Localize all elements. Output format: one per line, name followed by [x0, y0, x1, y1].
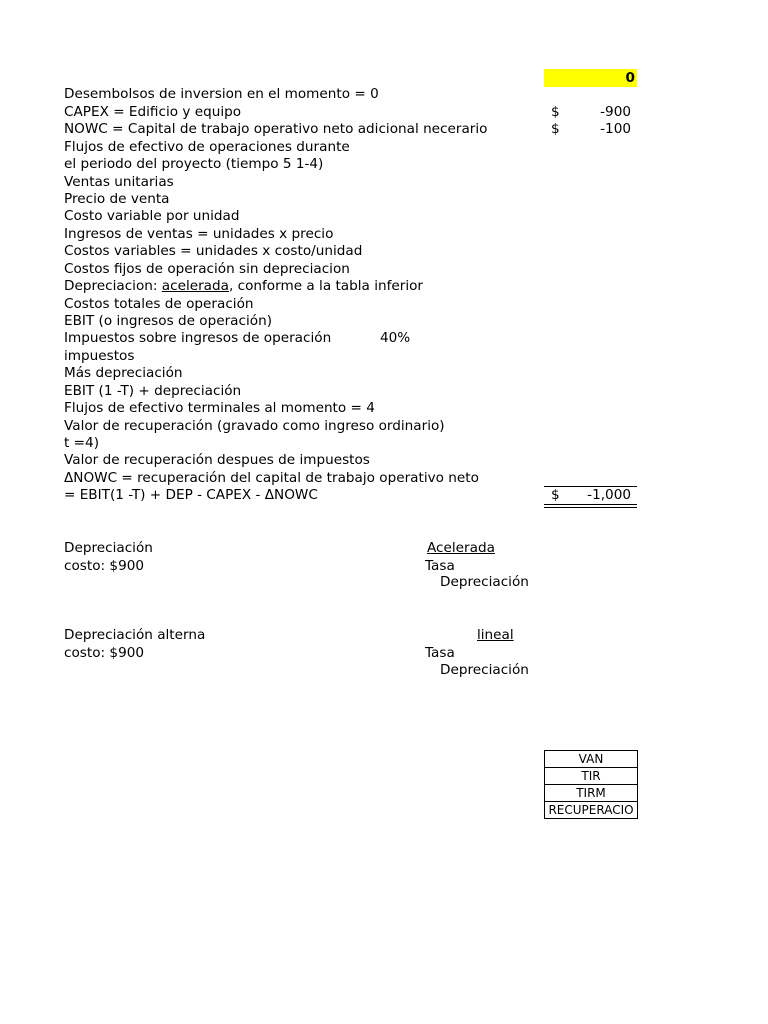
row-unit-sales: Ventas unitarias [64, 174, 174, 190]
nowc-value-cell[interactable]: -100 [600, 121, 631, 137]
row-salvage-time: t =4) [64, 435, 99, 451]
total-double-underline-1 [544, 504, 637, 505]
row-ebit-after-tax: EBIT (1 -T) + depreciación [64, 383, 242, 399]
row-plus-depreciation: Más depreciación [64, 365, 183, 381]
alt-dep-method-linear: lineal [477, 627, 514, 643]
row-delta-nowc: ΔNOWC = recuperación del capital de trabajo operativo neto [64, 470, 479, 486]
alt-dep-section-title: Depreciación alterna [64, 627, 206, 643]
summary-cell-recuperacion[interactable]: RECUPERACIO [545, 802, 638, 819]
row-total-op-costs: Costos totales de operación [64, 296, 254, 312]
row-net-cashflow-formula: = EBIT(1 -T) + DEP - CAPEX - ΔNOWC [64, 487, 318, 503]
total-double-underline-2 [544, 507, 637, 508]
row-after-tax-salvage: Valor de recuperación despues de impuestos [64, 452, 370, 468]
row-investment-outlays: Desembolsos de inversion en el momento = 0 [64, 86, 379, 102]
summary-cell-tirm[interactable]: TIRM [545, 785, 638, 802]
period-header-label: 0 [625, 70, 635, 86]
alt-dep-section-cost: costo: $900 [64, 645, 145, 661]
summary-table [544, 750, 638, 819]
capex-value-cell[interactable]: -900 [600, 104, 631, 120]
alt-dep-depreciation-label: Depreciación [440, 662, 529, 678]
row-sale-price: Precio de venta [64, 191, 170, 207]
dep-rate-label: Tasa [425, 558, 455, 574]
row-variable-costs: Costos variables = unidades x costo/unidad [64, 243, 363, 259]
period-header-cell[interactable] [544, 69, 637, 87]
tax-rate-cell[interactable]: 40% [380, 330, 411, 346]
summary-cell-van[interactable]: VAN [545, 751, 638, 768]
alt-dep-rate-label: Tasa [425, 645, 455, 661]
summary-cell-tir[interactable]: TIR [545, 768, 638, 785]
nowc-currency: $ [551, 121, 560, 137]
row-sales-revenue: Ingresos de ventas = unidades x precio [64, 226, 334, 242]
row-depreciation-method [64, 278, 423, 295]
total-value-cell[interactable]: -1,000 [587, 487, 631, 503]
dep-method-prefix: Depreciacion: [64, 278, 162, 294]
row-ebit: EBIT (o ingresos de operación) [64, 313, 272, 329]
row-salvage-value: Valor de recuperación (gravado como ingreso ordinario) [64, 418, 445, 434]
row-operating-cashflows: Flujos de efectivo de operaciones durante [64, 139, 350, 155]
row-taxes-on-income: Impuestos sobre ingresos de operación [64, 330, 332, 346]
capex-currency: $ [551, 104, 560, 120]
row-capex: CAPEX = Edificio y equipo [64, 104, 242, 120]
row-fixed-costs: Costos fijos de operación sin depreciacion [64, 261, 350, 277]
dep-depreciation-label: Depreciación [440, 574, 529, 590]
row-project-period: el periodo del proyecto (tiempo 5 1-4) [64, 156, 324, 172]
row-variable-cost-unit: Costo variable por unidad [64, 208, 240, 224]
total-currency: $ [551, 487, 560, 503]
dep-method-accelerated: Acelerada [427, 540, 495, 556]
dep-section-title: Depreciación [64, 540, 153, 556]
row-nowc: NOWC = Capital de trabajo operativo neto adicional necerario [64, 121, 488, 137]
dep-section-cost: costo: $900 [64, 558, 145, 574]
dep-method-suffix: , conforme a la tabla inferior [228, 278, 424, 294]
dep-method-link[interactable]: acelerada [161, 278, 229, 294]
row-terminal-cashflows: Flujos de efectivo terminales al momento = 4 [64, 400, 375, 416]
row-taxes: impuestos [64, 348, 135, 364]
